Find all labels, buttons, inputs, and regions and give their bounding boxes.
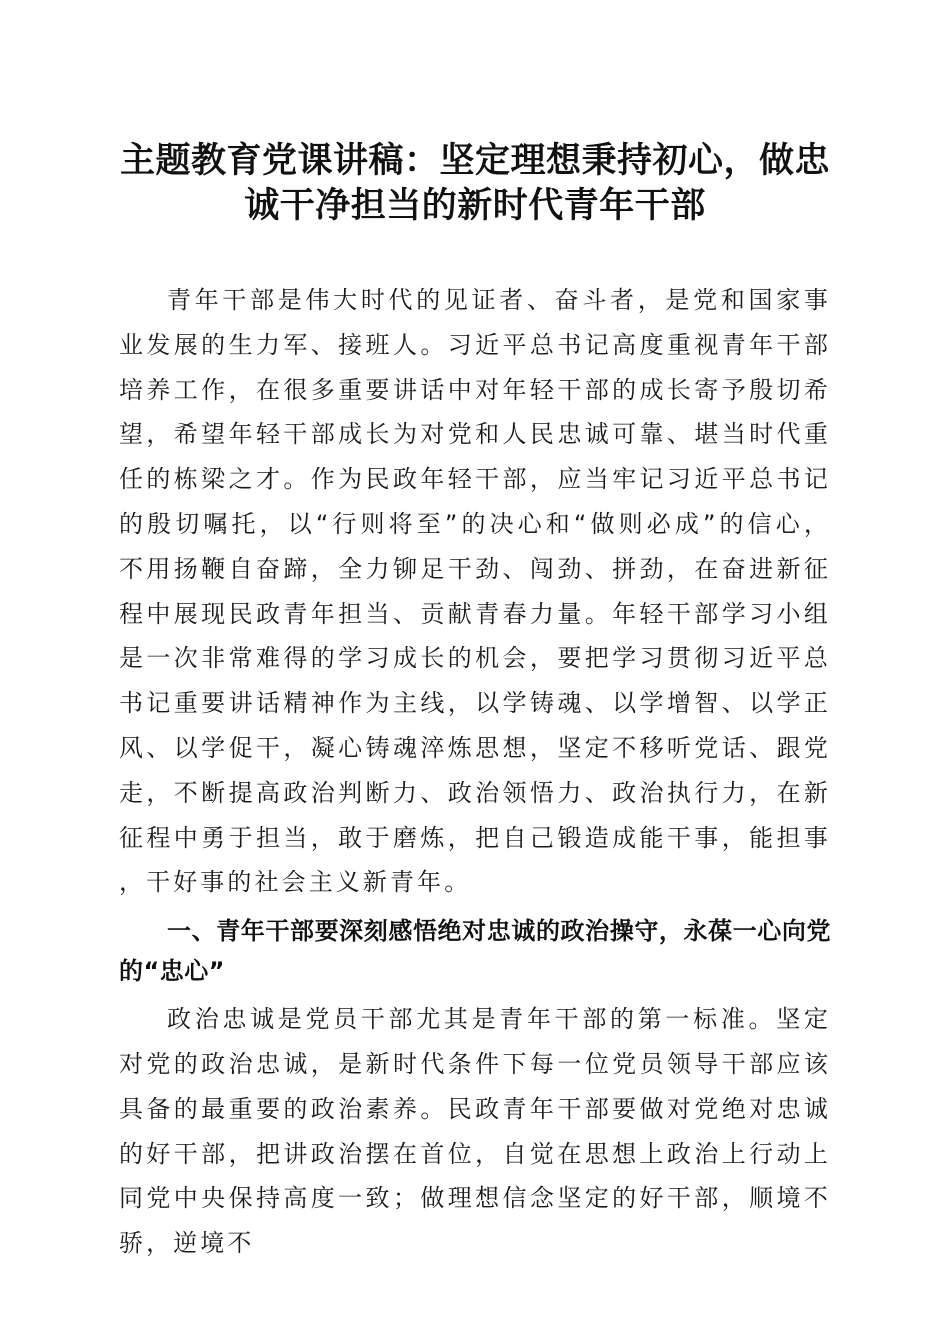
- intro-paragraph: 青年干部是伟大时代的见证者、奋斗者，是党和国家事业发展的生力军、接班人。习近平总书记高度重视青年干部培养工作，在很多重要讲话中对年轻干部的成长寄予殷切希望，希望年轻干部成长为对党和人民忠诚可靠、堪当时代重任的栋梁之才。作为民政年轻干部，应当牢记习近平总书记的殷切嘱托，以“行则将至”的决心和“做则必成”的信心，不用扬鞭自奋蹄，全力铆足干劲、闯劲、拼劲，在奋进新征程中展现民政青年担当、贡献青春力量。年轻干部学习小组是一次非常难得的学习成长的机会，要把学习贯彻习近平总书记重要讲话精神作为主线，以学铸魂、以学增智、以学正风、以学促干，凝心铸魂淬炼思想，坚定不移听党话、跟党走，不断提高政治判断力、政治领悟力、政治执行力，在新征程中勇于担当，敢于磨炼，把自己锻造成能干事，能担事，干好事的社会主义新青年。: [119, 286, 831, 897]
- section-1-paragraph: 政治忠诚是党员干部尤其是青年干部的第一标准。坚定对党的政治忠诚，是新时代条件下每一位党员领导干部应该具备的最重要的政治素养。民政青年干部要做对党绝对忠诚的好干部，把讲政治摆在首位，自觉在思想上政治上行动上同党中央保持高度一致；做理想信念坚定的好干部，顺境不骄，逆境不: [119, 1005, 831, 1258]
- section-heading-1: 一、青年干部要深刻感悟绝对忠诚的政治操守，永葆一心向党的“忠心”: [119, 917, 831, 986]
- document-title: 主题教育党课讲稿：坚定理想秉持初心，做忠诚干净担当的新时代青年干部: [119, 140, 830, 226]
- document-body: [119, 278, 831, 1266]
